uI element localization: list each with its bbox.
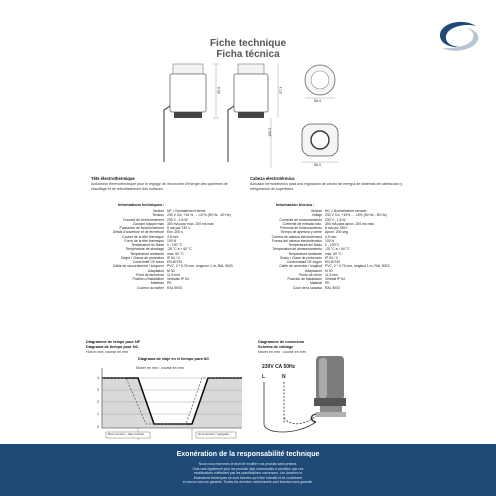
timing-y-label: 1	[97, 412, 99, 416]
es-spec-row: Color de la carcasa RAL 9003	[292, 285, 340, 290]
wiring-diagram	[256, 352, 366, 444]
footer-line: illustrations techniques ne sont fournies qu'à titre indicatif et ne constituent	[193, 475, 303, 480]
timing-y-label: 4	[97, 376, 99, 380]
technical-drawing	[160, 62, 360, 172]
wiring-voltage: 230V CA 50Hz	[262, 364, 296, 370]
footer-line: Nous nous réservons le droit de modifier nos produits sans préavis.	[198, 462, 298, 466]
es-spec-row: Cable de conexión / longitud PVC, 2 * 0,75 mm, longitud 1 m, RAL 9003	[279, 264, 390, 269]
timing-title-fr: Diagramme de temps pour NF	[86, 340, 141, 344]
page-title-fr: Fiche technique	[209, 38, 287, 49]
timing-y-label: 2	[97, 400, 99, 404]
fr-intro: Actionneur thermoélectrique pour le réglage de l'économie d'énergie des systèmes de chauffage et de refroidissement des surfaces.	[91, 182, 228, 191]
dim-width: 56.4	[314, 99, 321, 103]
actuator-photo	[311, 356, 346, 422]
fr-spec-row: Puissance de fonctionnement 8 mA par 230 V	[119, 226, 191, 230]
wiring-title-fr: Diagramme de connexion	[258, 340, 305, 344]
fr-spec-row: Adaptation M 30	[147, 268, 175, 273]
es-spec-row: Temperatura del fluido 0 - 100°C	[288, 243, 340, 247]
fr-spec-row: Couleur du boîtier RAL 9003	[137, 285, 182, 290]
fr-spec-row: Délais d'ouverture et de fermeture Env. 200 s	[112, 230, 183, 235]
fr-spec-table	[76, 209, 233, 290]
timing-y-label: 0	[97, 425, 99, 429]
fr-spec-row: Course de la tête thermique 4,5 mm	[122, 234, 179, 239]
fr-spec-row: Courant de fonctionnement 230 V : 1.8 W	[123, 217, 188, 222]
es-spec-row: Posición de instalación Vertical IP 54	[287, 277, 345, 281]
timing-y-label: 3	[97, 388, 99, 392]
es-spec-row: Potencia de funcionamiento 8 mA por 230V	[280, 226, 348, 230]
fr-spec-row: Température de stockage -25 °C à + 60 °C	[125, 247, 192, 252]
es-heading: Cabeza electrotérmica	[250, 176, 295, 181]
timing-label-on: Bous tension - bajo tensión	[108, 432, 145, 436]
timing-axis-subtitle: Mover en mm ; course en mm	[136, 366, 184, 370]
fr-spec-row: Conformité CE selon EN 60730	[132, 260, 183, 264]
timing-title-es: Diagrama de tiempo pour NC	[86, 345, 139, 349]
timing-subtitle: Hub in mm, course en mm	[86, 350, 129, 354]
fr-spec-row: Force de la tête thermique 100 N	[124, 238, 177, 243]
es-spec-row: Fuerza del cabeza electrotérmico 100 N	[271, 238, 335, 243]
wiring-title-es: Schéma de câblage	[258, 345, 294, 349]
actuator-top-view	[305, 65, 335, 98]
es-spec-row: Tiempo de apertura y cierre Aprox. 200 seg.	[280, 230, 349, 235]
es-spec-row: Temperatura ambiente máx. 60 °C	[288, 251, 342, 256]
wiring-subtitle: Mover en mm ; course en mm	[258, 350, 306, 354]
dim-height-1: 60.8	[217, 86, 222, 94]
fr-spec-row: Température ambiante max. 60 °C	[130, 251, 184, 256]
actuator-front-view	[164, 64, 219, 162]
fr-spec-row: Point de fermeture 11,5 mm	[136, 272, 180, 277]
fr-spec-row: Câble de raccordement / longueur PVC, 2 * 0,75 mm, longueur 1 m, RAL 9003	[112, 264, 233, 269]
timing-label-off: Hors tension / apagado	[198, 432, 230, 436]
fr-spec-row: Degré / Classe de protection IP 54 / II	[121, 255, 180, 260]
footer-line: modifications n'affectent pas les spécifications convenues. Les données et	[193, 471, 303, 475]
footer-line: en aucun cas une garantie. Toutes les données mentionnées sont fournies sans garantie.	[182, 480, 314, 484]
fr-spec-row: Position d'installation Verticale IP 54	[132, 277, 189, 281]
es-info-title: Información técnica :	[276, 203, 315, 207]
es-spec-row: Corriente de funcionamiento 230 V : 1,8 W	[279, 217, 346, 222]
fr-spec-row: Version NF = Normalement fermé	[152, 209, 206, 213]
actuator-bottom-view	[302, 124, 338, 162]
es-spec-row: Versión NC = Normalmente cerrado	[310, 209, 367, 213]
page-title-es: Ficha técnica	[216, 49, 280, 60]
es-intro: Actuador termoeléctrico para una regulación de ahorro de energía de sistemas de calefacción y refrigeración de superficies.	[250, 182, 403, 191]
es-spec-row: Adaptación M 30	[305, 268, 333, 273]
es-spec-row: Temperatura de almacenamiento -25 °C a + 60 °C	[272, 247, 350, 252]
wiring-label-l: L	[262, 374, 266, 380]
fr-spec-row: Courant d'appel max 300 mA pour max. 200 ms max	[132, 221, 214, 226]
footer-line: Cela vaut également pour les produits déjà commandés à condition que ces	[192, 466, 304, 471]
es-spec-row: Corriente de entrada máx. 300 mA para aprox. 200 ms máx.	[282, 221, 375, 226]
fr-spec-row: Température du fluide 0 - 100 °C	[131, 243, 183, 247]
dim-base: 100.0	[268, 127, 273, 137]
footer-title: Exonération de la responsabilité technique	[176, 451, 320, 458]
es-spec-row: Grado / Clase de protección IP 54 / II	[279, 255, 338, 260]
actuator-side-view	[228, 64, 278, 168]
es-spec-row: Punto de cierre 11,5 mm	[299, 272, 338, 277]
fr-info-title: Informations techniques :	[118, 203, 165, 207]
es-spec-row: Voltaje 230 V CA, +10% ... -10% (50 Hz - 60 Hz)	[311, 213, 387, 218]
fr-heading: Tête électrothermique	[91, 176, 135, 181]
fr-spec-row: Tension 230 V CA, +10 % ... -10 % (50 Hz - 60 Hz)	[152, 213, 231, 218]
footer-banner	[0, 444, 496, 496]
dim-height-2: 57.3	[279, 86, 284, 94]
es-spec-row: Carrera de cabeza electrotérmica 4,5 mm	[271, 234, 337, 239]
timing-title-es2: Diagrama de viaje en el tiempo para NC	[138, 357, 210, 361]
es-spec-row: Conformidad CE según EN 60730	[286, 260, 341, 264]
wiring-label-n: N	[282, 374, 286, 380]
es-spec-row: Material PE	[309, 281, 330, 286]
es-spec-table	[224, 209, 389, 290]
dim-width-2: 56.0	[314, 163, 321, 167]
fr-spec-row: Matériau PE	[150, 281, 172, 286]
